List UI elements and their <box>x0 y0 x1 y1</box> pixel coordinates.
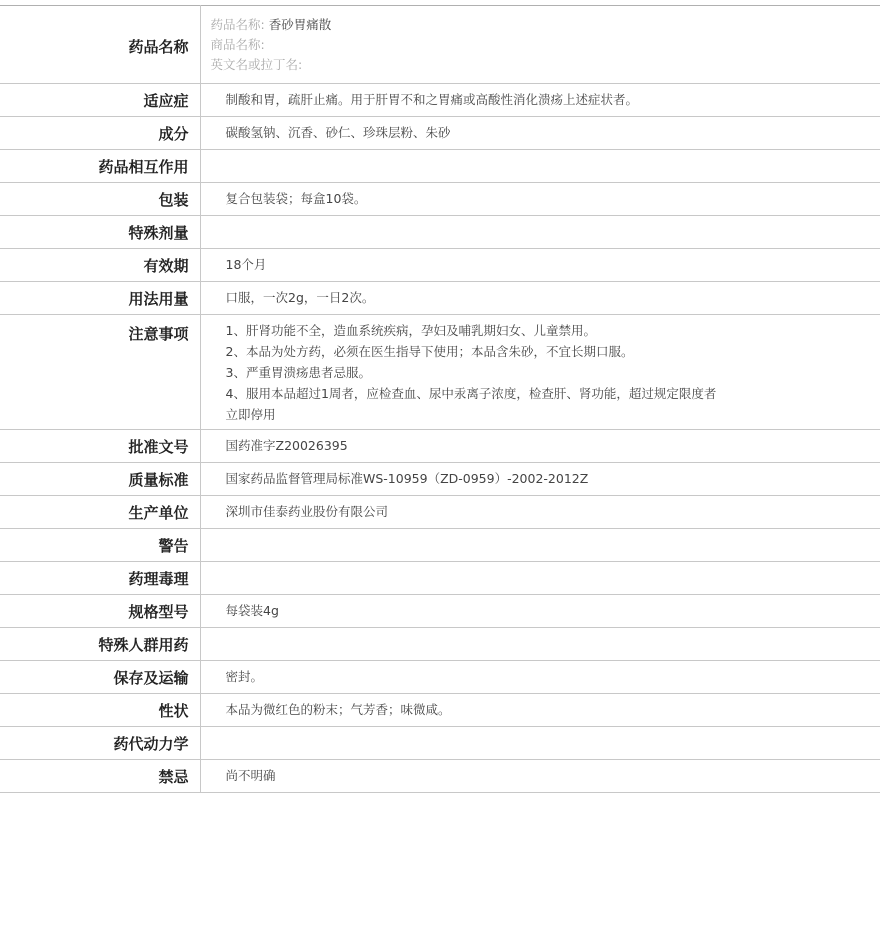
precautions-cell <box>200 315 880 430</box>
row-label: 适应症 <box>0 84 200 117</box>
row-label: 生产单位 <box>0 496 200 529</box>
row-value: 碳酸氢钠、沉香、砂仁、珍珠层粉、朱砂 <box>200 117 880 150</box>
trade-name-key: 商品名称: <box>210 37 265 52</box>
row-value <box>200 727 880 760</box>
row-label: 包装 <box>0 183 200 216</box>
drug-spec-table <box>0 5 880 793</box>
table-row-precautions <box>0 315 880 430</box>
table-row-contraindications <box>0 760 880 793</box>
drug-name-cell <box>200 6 880 84</box>
precaution-line: 2、本品为处方药，必须在医生指导下使用；本品含朱砂，不宜长期口服。 <box>225 344 634 359</box>
precaution-line: 4、服用本品超过1周者，应检查血、尿中汞离子浓度，检查肝、肾功能，超过规定限度者 <box>225 386 717 401</box>
row-label: 药品名称 <box>0 6 200 84</box>
row-label: 成分 <box>0 117 200 150</box>
table-row-pharmacology <box>0 562 880 595</box>
table-row-shelf-life <box>0 249 880 282</box>
table-row-interactions <box>0 150 880 183</box>
table-row-storage <box>0 661 880 694</box>
row-label: 注意事项 <box>0 315 200 430</box>
row-label: 有效期 <box>0 249 200 282</box>
row-label: 药理毒理 <box>0 562 200 595</box>
row-label: 批准文号 <box>0 430 200 463</box>
row-label: 药品相互作用 <box>0 150 200 183</box>
row-value: 深圳市佳泰药业股份有限公司 <box>200 496 880 529</box>
row-label: 性状 <box>0 694 200 727</box>
row-value <box>200 150 880 183</box>
row-value: 尚不明确 <box>200 760 880 793</box>
row-value: 密封。 <box>200 661 880 694</box>
table-row-special-populations <box>0 628 880 661</box>
row-label: 用法用量 <box>0 282 200 315</box>
row-label: 规格型号 <box>0 595 200 628</box>
table-row-description <box>0 694 880 727</box>
row-label: 特殊剂量 <box>0 216 200 249</box>
row-value <box>200 628 880 661</box>
table-row-quality-standard <box>0 463 880 496</box>
row-value: 本品为微红色的粉末；气芳香；味微咸。 <box>200 694 880 727</box>
table-row-drug-name <box>0 6 880 84</box>
generic-name-value: 香砂胃痛散 <box>268 17 332 32</box>
row-label: 质量标准 <box>0 463 200 496</box>
row-value: 制酸和胃，疏肝止痛。用于肝胃不和之胃痛或高酸性消化溃疡上述症状者。 <box>200 84 880 117</box>
table-row-packaging <box>0 183 880 216</box>
table-row-manufacturer <box>0 496 880 529</box>
table-row-specification <box>0 595 880 628</box>
table-row-approval-number <box>0 430 880 463</box>
table-row-usage-dosage <box>0 282 880 315</box>
precaution-line: 3、严重胃溃疡患者忌服。 <box>225 365 371 380</box>
table-row-special-dosage <box>0 216 880 249</box>
row-label: 禁忌 <box>0 760 200 793</box>
row-value: 口服，一次2g，一日2次。 <box>200 282 880 315</box>
row-value <box>200 562 880 595</box>
table-row-ingredients <box>0 117 880 150</box>
english-name-line <box>211 55 880 75</box>
precaution-line: 1、肝肾功能不全，造血系统疾病，孕妇及哺乳期妇女、儿童禁用。 <box>225 323 596 338</box>
row-value: 国药准字Z20026395 <box>200 430 880 463</box>
row-label: 特殊人群用药 <box>0 628 200 661</box>
row-value: 18个月 <box>200 249 880 282</box>
row-label: 警告 <box>0 529 200 562</box>
english-name-key: 英文名或拉丁名: <box>210 57 303 72</box>
table-row-pharmacokinetics <box>0 727 880 760</box>
row-value: 复合包装袋；每盒10袋。 <box>200 183 880 216</box>
trade-name-line <box>211 35 880 55</box>
row-label: 药代动力学 <box>0 727 200 760</box>
table-row-warning <box>0 529 880 562</box>
table-row-indications <box>0 84 880 117</box>
precaution-line: 立即停用 <box>225 407 276 422</box>
row-value: 国家药品监督管理局标准WS-10959（ZD-0959）-2002-2012Z <box>200 463 880 496</box>
row-value: 每袋装4g <box>200 595 880 628</box>
row-value <box>200 216 880 249</box>
row-label: 保存及运输 <box>0 661 200 694</box>
row-value <box>200 529 880 562</box>
generic-name-line <box>211 15 880 35</box>
generic-name-key: 药品名称: <box>210 17 265 32</box>
